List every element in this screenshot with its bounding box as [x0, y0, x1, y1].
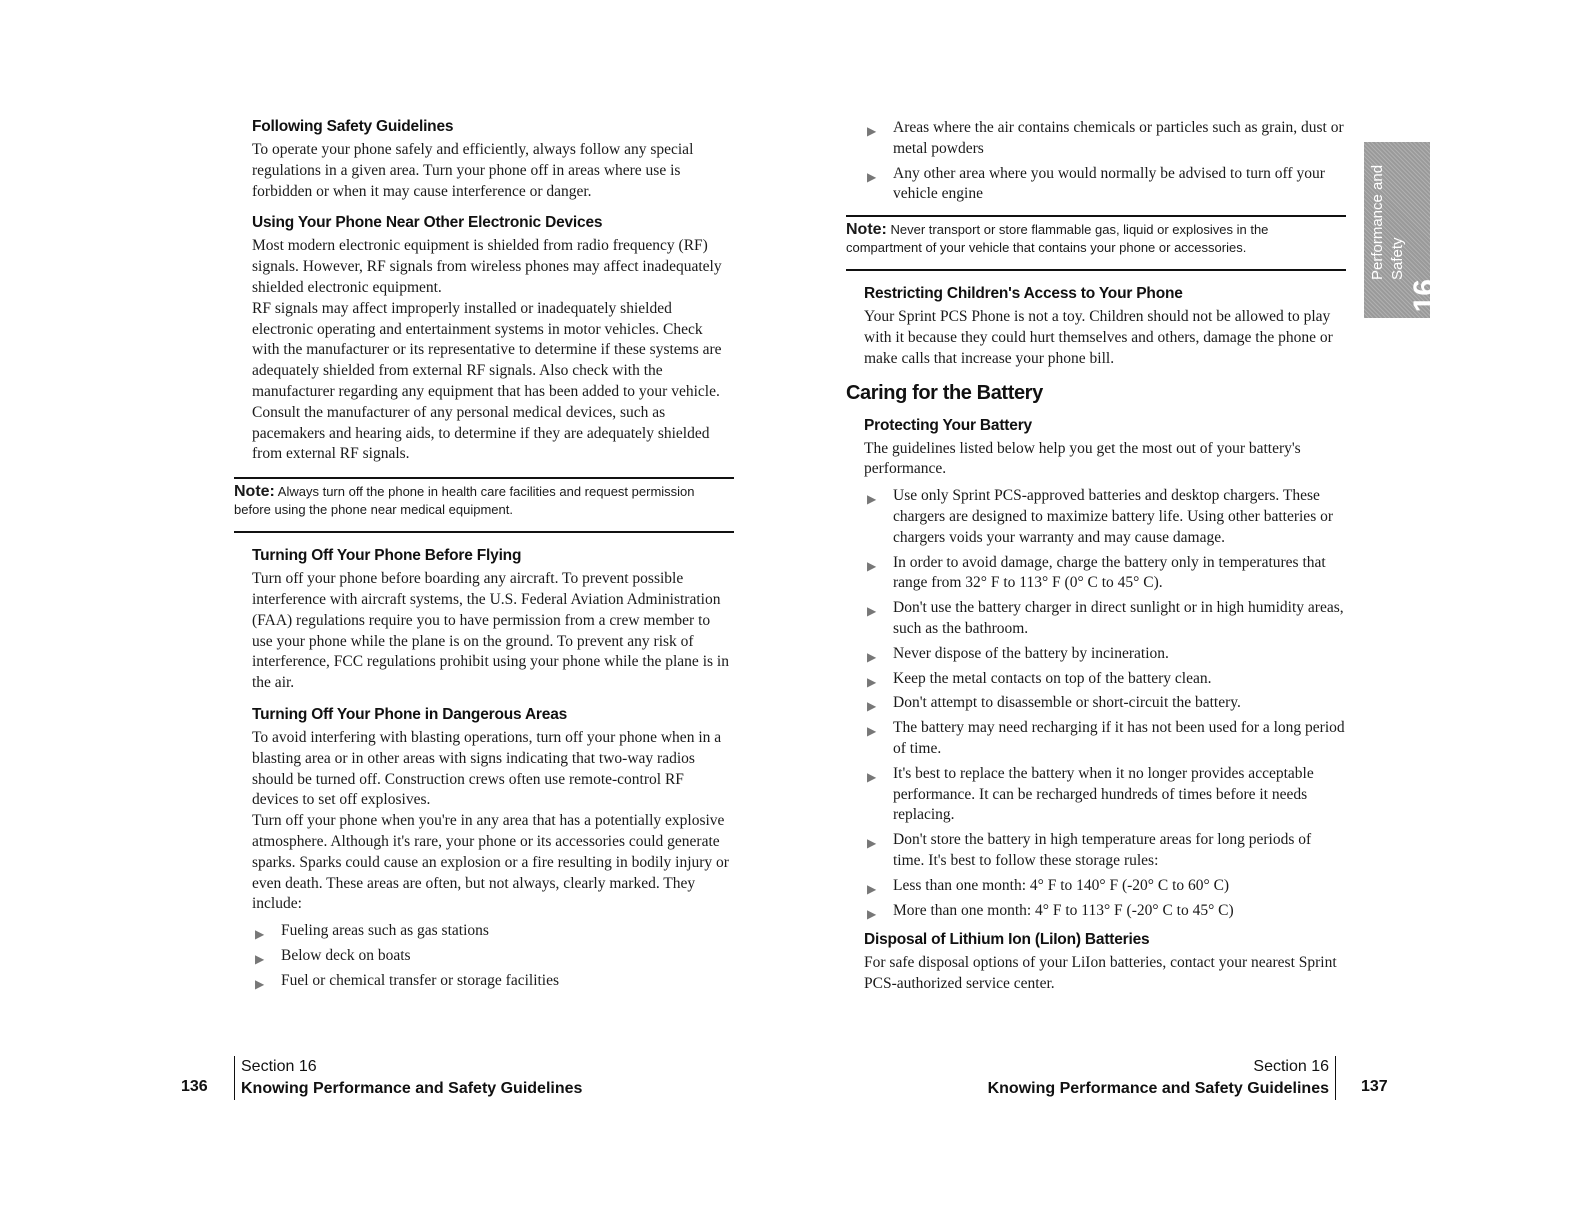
arrow-bullet-icon: ▶ — [867, 604, 877, 619]
arrow-bullet-icon: ▶ — [255, 951, 265, 966]
side-tab-label: Performance and Safety — [1369, 164, 1406, 280]
section-title: Following Safety Guidelines — [252, 118, 454, 135]
list-item: ▶ Areas where the air contains chemicals or particles such as grain, dust or metal powders — [867, 119, 1344, 157]
list-item: ▶ More than one month: 4° F to 113° F (-20° C to 45° C) — [864, 901, 1346, 922]
arrow-bullet-icon: ▶ — [867, 674, 877, 689]
section-title: Restricting Children's Access to Your Phone — [864, 285, 1183, 303]
list-item: ▶ Don't store the battery in high temperature areas for long periods of time. It's best to follow these storage rules: — [867, 831, 1312, 869]
arrow-bullet-icon: ▶ — [867, 724, 877, 739]
section-protecting-battery — [846, 417, 1346, 995]
arrow-bullet-icon: ▶ — [867, 558, 877, 573]
footer-title: Knowing Performance and Safety Guidelines — [987, 1080, 1329, 1097]
arrow-bullet-icon: ▶ — [867, 699, 877, 714]
section-side-tab — [1364, 142, 1441, 318]
list-item: ▶ The battery may need recharging if it has not been used for a long period of time. — [867, 719, 1345, 757]
chapter-heading: Caring for the Battery — [846, 381, 1043, 404]
footer-title: Knowing Performance and Safety Guidelines — [241, 1080, 583, 1097]
section-before-flying — [234, 547, 734, 694]
section-title: Turning Off Your Phone Before Flying — [252, 547, 522, 565]
paragraph: Most modern electronic equipment is shielded from radio frequency (RF) signals. However, RF signals from wireless phones may affect inadequately shielded electronic equipment. — [252, 237, 722, 296]
section-dangerous-areas — [234, 706, 734, 992]
footer-left — [234, 1056, 582, 1100]
arrow-bullet-icon: ▶ — [867, 124, 877, 138]
note-text: Always turn off the phone in health care facilities and request permission before using the phone near medical equipment. — [234, 484, 695, 518]
arrow-bullet-icon: ▶ — [867, 836, 877, 851]
list-item: ▶ Below deck on boats — [252, 946, 734, 967]
arrow-bullet-icon: ▶ — [867, 769, 877, 784]
note-box-medical — [234, 477, 734, 533]
dangerous-areas-list-continued — [846, 118, 1346, 205]
list-item: ▶ Any other area where you would normally be advised to turn off your vehicle engine — [867, 164, 1325, 203]
arrow-bullet-icon: ▶ — [867, 169, 877, 184]
paragraph: To avoid interfering with blasting operations, turn off your phone when in a blasting area or in other areas with signs indicating that two-way radios should be turned off. Construction crews often use remote-control RF devices to set off explosives. — [252, 728, 722, 809]
arrow-bullet-icon: ▶ — [867, 649, 877, 664]
note-label: Note: — [234, 483, 275, 501]
paragraph: For safe disposal options of your LiIon batteries, contact your nearest Sprint PCS-authorized service center. — [864, 954, 1337, 993]
section-title: Turning Off Your Phone in Dangerous Areas — [252, 705, 568, 723]
section-following-safety — [234, 118, 734, 202]
list-item: ▶ In order to avoid damage, charge the battery only in temperatures that range from 32° F to 113° F (0° C to 45° C). — [867, 553, 1326, 592]
section-title: Protecting Your Battery — [864, 416, 1032, 434]
footer-section: Section 16 — [1253, 1058, 1329, 1075]
note-box-flammable — [846, 215, 1346, 271]
arrow-bullet-icon: ▶ — [255, 976, 265, 991]
list-item: ▶ Fueling areas such as gas stations — [252, 921, 734, 942]
list-item: ▶ Use only Sprint PCS-approved batteries and desktop chargers. These chargers are designed to maximize battery life. Using other batteries or chargers voids your warranty and may cause damage. — [867, 487, 1334, 546]
paragraph: RF signals may affect improperly installed or inadequately shielded electronic operating and entertainment systems in motor vehicles. Check with the manufacturer or its representative to determine if these systems are adequately shielded from external RF signals. Also check with the manufacturer regarding any equipment that has been added to your vehicle. — [252, 299, 722, 400]
side-tab-number: 16 — [1408, 278, 1441, 312]
section-children-access — [846, 285, 1346, 369]
paragraph: Turn off your phone when you're in any area that has a potentially explosive atmosphere. Although it's rare, your phone or its accessories could generate sparks. Sparks could cause an explosion or a fire resulting in bodily injury or even death. These areas are often, but not always, clearly marked. They include: — [252, 812, 729, 913]
dangerous-areas-list — [252, 921, 734, 991]
battery-guidelines-list — [864, 486, 1346, 921]
list-item: ▶ Don't attempt to disassemble or short-circuit the battery. — [864, 693, 1346, 714]
arrow-bullet-icon: ▶ — [867, 906, 877, 921]
list-item: ▶ Fuel or chemical transfer or storage facilities — [252, 971, 734, 992]
page-number-right: 137 — [1361, 1078, 1388, 1095]
list-item: ▶ Less than one month: 4° F to 140° F (-20° C to 60° C) — [864, 876, 1346, 897]
list-item: ▶ Keep the metal contacts on top of the battery clean. — [864, 669, 1346, 690]
paragraph: To operate your phone safely and efficiently, always follow any special regulations in a given area. Turn your phone off in areas where use is forbidden or when it may cause interference or danger. — [252, 141, 694, 200]
arrow-bullet-icon: ▶ — [867, 492, 877, 507]
list-item: ▶ Never dispose of the battery by incineration. — [864, 644, 1346, 665]
note-text: Never transport or store flammable gas, liquid or explosives in the compartment of your vehicle that contains your phone or accessories. — [846, 222, 1269, 256]
section-electronic-devices — [234, 214, 734, 465]
paragraph: Consult the manufacturer of any personal medical devices, such as pacemakers and hearing aids, to determine if they are adequately shielded from external RF signals. — [252, 403, 710, 463]
note-label: Note: — [846, 221, 887, 239]
arrow-bullet-icon: ▶ — [255, 927, 265, 942]
section-title: Disposal of Lithium Ion (LiIon) Batteries — [864, 931, 1150, 949]
arrow-bullet-icon: ▶ — [867, 881, 877, 896]
paragraph: The guidelines listed below help you get the most out of your battery's performance. — [864, 439, 1301, 478]
footer-right — [988, 1056, 1336, 1100]
left-page-content — [234, 118, 734, 996]
right-page-content — [846, 118, 1346, 995]
paragraph: Turn off your phone before boarding any aircraft. To prevent possible interference with aircraft systems, the U.S. Federal Aviation Administration (FAA) regulations require you to have permission from a crew member to use your phone while the plane is on the ground. To prevent any risk of interference, FCC regulations prohibit using your phone while the plane is in the air. — [252, 570, 729, 692]
list-item: ▶ Don't use the battery charger in direct sunlight or in high humidity areas, such as the bathroom. — [867, 599, 1344, 637]
list-item: ▶ It's best to replace the battery when it no longer provides acceptable performance. It can be recharged hundreds of times before it needs replacing. — [867, 764, 1314, 824]
paragraph: Your Sprint PCS Phone is not a toy. Children should not be allowed to play with it because they could hurt themselves and others, damage the phone or make calls that increase your phone bill. — [864, 308, 1333, 367]
footer-section: Section 16 — [241, 1058, 317, 1075]
section-title: Using Your Phone Near Other Electronic Devices — [252, 214, 603, 232]
page-number-left: 136 — [181, 1078, 208, 1095]
